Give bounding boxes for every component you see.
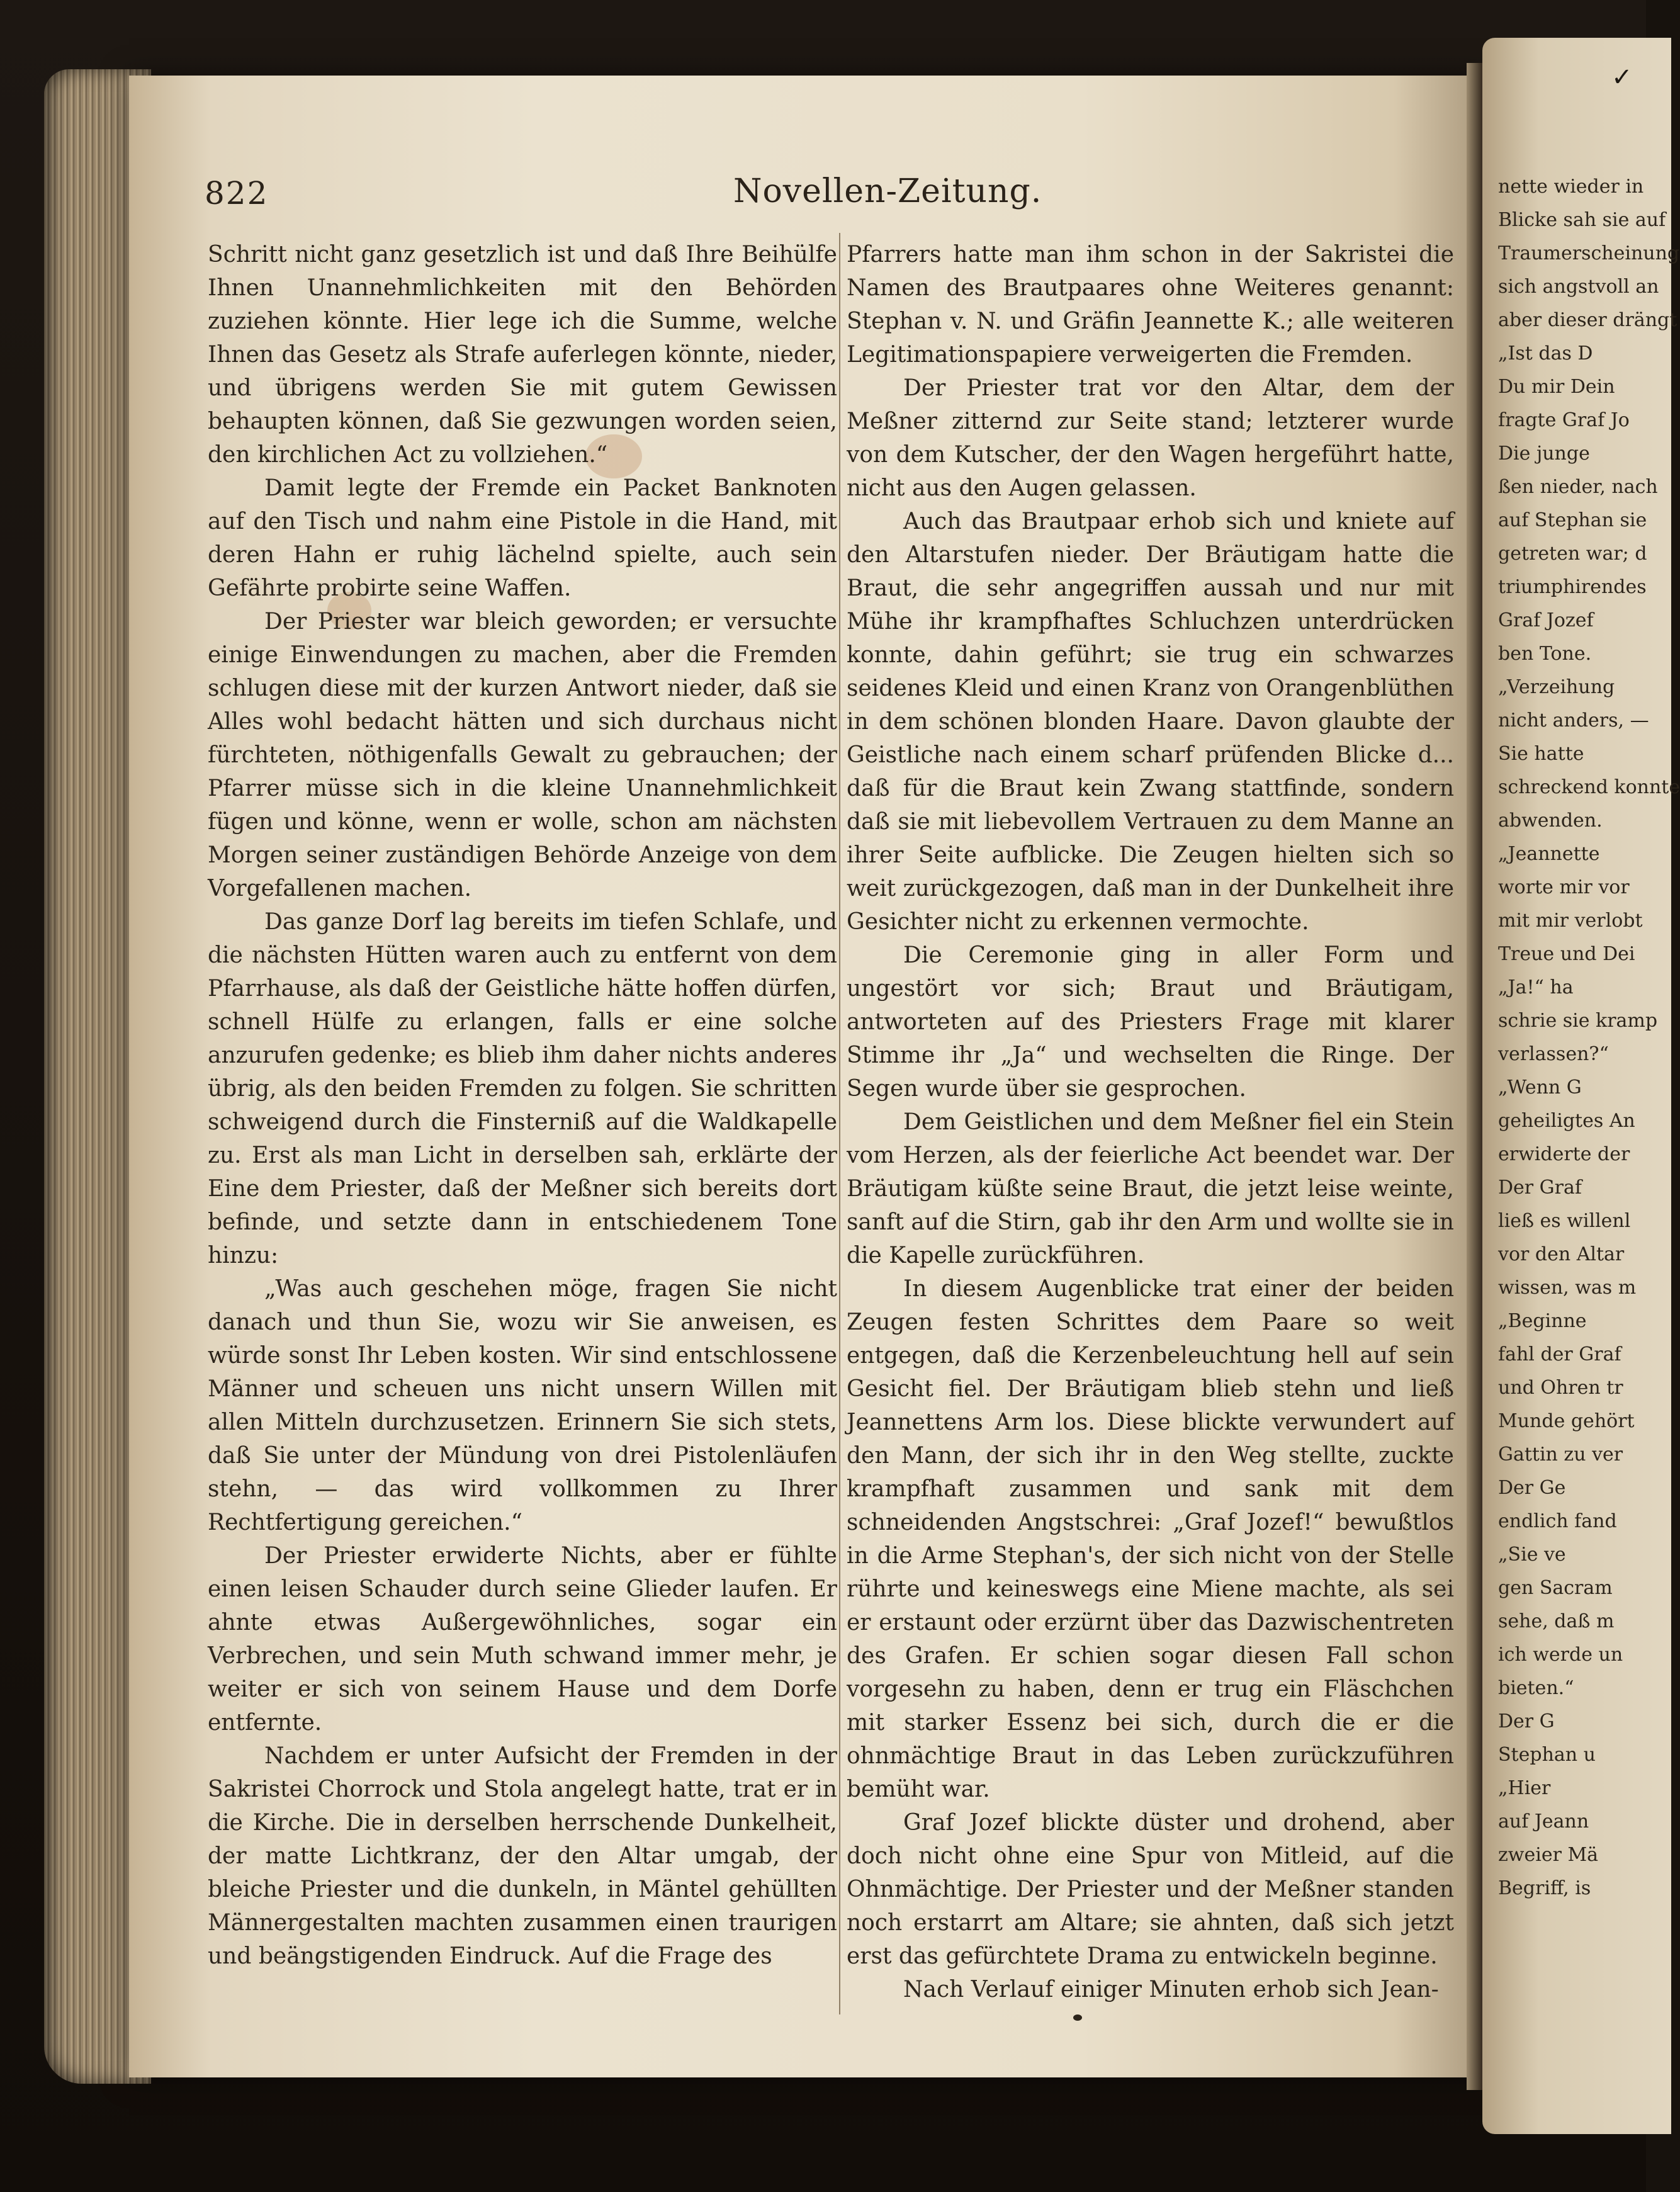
paragraph: Der Priester erwiderte Nichts, aber er fühlte einen leisen Schauder durch seine Glieder laufen. Er ahnte etwas Außergewöhnliches, sogar ein Verbrechen, und sein Muth schwand immer mehr, je weiter er sich von seinem Hause und dem Dorfe entfernte.: [208, 1543, 837, 1736]
facing-page-line: „Wenn G: [1498, 1076, 1582, 1099]
paragraph: „Was auch geschehen möge, fragen Sie nicht danach und thun Sie, wozu wir Sie anweisen, es würde sonst Ihr Leben kosten. Wir sind entschlossene Männer und scheuen uns nicht unsern Willen mit allen Mitteln durchzusetzen. Erinnern Sie sich stets, daß Sie unter der Mündung von drei Pistolenläufen stehn, — das wird vollkommen zu Ihrer Rechtfertigung gereichen.“: [208, 1276, 837, 1535]
facing-page-line: Sie hatte: [1498, 743, 1584, 765]
facing-page-line: Der G: [1498, 1710, 1555, 1732]
facing-page-line: „Verzeihung: [1498, 676, 1615, 698]
facing-page-line: worte mir vor: [1498, 876, 1630, 898]
ink-dot: [1073, 2014, 1082, 2021]
facing-page-line: ich werde un: [1498, 1644, 1623, 1666]
paragraph: Pfarrers hatte man ihm schon in der Sakristei die Namen des Brautpaares ohne Weiteres genannt: Stephan v. N. und Gräfin Jeannette K.; alle weiteren Legitimationspapiere verweigerten die Fremden.: [847, 242, 1454, 368]
facing-page-line: fragte Graf Jo: [1498, 409, 1630, 431]
facing-page-line: und Ohren tr: [1498, 1377, 1623, 1399]
facing-page-line: getreten war; d: [1498, 543, 1647, 565]
facing-page-line: auf Jeann: [1498, 1811, 1589, 1833]
page-number: 822: [205, 175, 269, 212]
facing-page-line: nette wieder in: [1498, 176, 1644, 198]
facing-page-line: schreckend konnte: [1498, 776, 1680, 798]
facing-page-line: schrie sie kramp: [1498, 1010, 1658, 1032]
paragraph: Auch das Brautpaar erhob sich und kniete auf den Altarstufen nieder. Der Bräutigam hatte die Braut, die sehr angegriffen aussah und nur mit Mühe ihr krampfhaftes Schluchzen unterdrücken konnte, dahin geführt; sie trug ein schwarzes seidenes Kleid und einen Kranz von Orangenblüthen in dem schönen blonden Haare. Davon glaubte der Geistliche nach einem scharf prüfenden Blicke d... daß für die Braut kein Zwang stattfinde, sondern daß sie mit liebevollem Vertrauen zu dem Manne an ihrer Seite aufblicke. Die Zeugen hielten sich so weit zurückgezogen, daß man in der Dunkelheit ihre Gesichter nicht zu erkennen vermochte.: [847, 509, 1454, 935]
paragraph: Dem Geistlichen und dem Meßner fiel ein Stein vom Herzen, als der feierliche Act beendet war. Der Bräutigam küßte seine Braut, die jetzt leise weinte, sanft auf die Stirn, gab ihr den Arm und wollte sie in die Kapelle zurückführen.: [847, 1109, 1454, 1268]
facing-page-line: verlassen?“: [1498, 1043, 1609, 1065]
paragraph: Graf Jozef blickte düster und drohend, aber doch nicht ohne eine Spur von Mitleid, auf die Ohnmächtige. Der Priester und der Meßner standen noch erstarrt am Altare; sie ahnten, daß sich jetzt erst das gefürchtete Drama zu entwickeln beginne.: [847, 1810, 1454, 1969]
facing-page-line: „Ist das D: [1498, 342, 1593, 364]
facing-page-line: Blicke sah sie auf: [1498, 209, 1666, 231]
facing-page-line: ließ es willenl: [1498, 1210, 1631, 1232]
facing-page-line: auf Stephan sie: [1498, 509, 1647, 531]
facing-page-line: wissen, was m: [1498, 1277, 1637, 1299]
facing-page-line: triumphirendes: [1498, 576, 1647, 598]
facing-page-line: „Beginne: [1498, 1310, 1587, 1332]
facing-page-line: sehe, daß m: [1498, 1610, 1615, 1632]
text-column-right: [847, 238, 1454, 2006]
facing-page-line: fahl der Graf: [1498, 1343, 1621, 1365]
facing-page-line: abwenden.: [1498, 810, 1603, 832]
facing-page-line: zweier Mä: [1498, 1844, 1599, 1866]
facing-page-line: „Sie ve: [1498, 1544, 1566, 1566]
facing-page-line: Du mir Dein: [1498, 376, 1615, 398]
paragraph: Schritt nicht ganz gesetzlich ist und daß Ihre Beihülfe Ihnen Unannehmlichkeiten mit den Behörden zuziehen könnte. Hier lege ich die Summe, welche Ihnen das Gesetz als Strafe auferlegen könnte, nieder, und übrigens werden Sie mit gutem Gewissen behaupten können, daß Sie gezwungen worden seien, den kirchlichen Act zu vollziehen.“: [208, 242, 837, 468]
paragraph: Damit legte der Fremde ein Packet Banknoten auf den Tisch und nahm eine Pistole in die Hand, mit deren Hahn er ruhig lächelnd spielte, auch sein Gefährte probirte seine Waffen.: [208, 475, 837, 601]
facing-page-line: bieten.“: [1498, 1677, 1574, 1699]
facing-page-line: vor den Altar: [1498, 1243, 1625, 1265]
facing-page-line: Graf Jozef: [1498, 609, 1594, 631]
facing-page-line: ßen nieder, nach: [1498, 476, 1658, 498]
facing-page-text: [1498, 170, 1680, 1905]
paragraph: In diesem Augenblicke trat einer der beiden Zeugen festen Schrittes dem Paare so weit entgegen, daß die Kerzenbeleuchtung hell auf sein Gesicht fiel. Der Bräutigam blieb stehn und ließ Jeannettens Arm los. Diese blickte verwundert auf den Mann, der sich ihr in den Weg stellte, zuckte krampfhaft zusammen und sank mit dem schneidenden Angstschrei: „Graf Jozef!“ bewußtlos in die Arme Stephan's, der sich nicht von der Stelle rührte und keineswegs eine Miene machte, als sei er erstaunt oder erzürnt über das Dazwischentreten des Grafen. Er schien sogar diesen Fall schon vorgesehn zu haben, denn er trug ein Fläschchen mit starker Essenz bei sich, durch die er die ohnmächtige Braut in das Leben zurückzuführen bemüht war.: [847, 1276, 1454, 1802]
running-head: Novellen-Zeitung.: [733, 172, 1042, 210]
facing-page-line: „Hier: [1498, 1777, 1551, 1799]
facing-page-line: Der Ge: [1498, 1477, 1566, 1499]
facing-page-line: Munde gehört: [1498, 1410, 1635, 1432]
ink-mark: ✓: [1611, 63, 1633, 92]
facing-page-line: endlich fand: [1498, 1510, 1617, 1532]
paragraph: Die Ceremonie ging in aller Form und ungestört vor sich; Braut und Bräutigam, antworteten auf des Priesters Frage mit klarer Stimme ihr „Ja“ und wechselten die Ringe. Der Segen wurde über sie gesprochen.: [847, 942, 1454, 1102]
facing-page-line: ben Tone.: [1498, 643, 1592, 665]
facing-page-line: Stephan u: [1498, 1744, 1596, 1766]
facing-page-line: „Ja!“ ha: [1498, 976, 1574, 998]
facing-page-line: Traumerscheinung: [1498, 242, 1680, 264]
paragraph: Das ganze Dorf lag bereits im tiefen Schlafe, und die nächsten Hütten waren auch zu entfernt von dem Pfarrhause, als daß der Geistliche hätte hoffen dürfen, schnell Hülfe zu erlangen, falls er eine solche anzurufen gedenke; es blieb ihm daher nichts anderes übrig, als den beiden Fremden zu folgen. Sie schritten schweigend durch die Finsterniß auf die Waldkapelle zu. Erst als man Licht in derselben sah, erklärte der Eine dem Priester, daß der Meßner sich bereits dort befinde, und setzte dann in entschiedenem Tone hinzu:: [208, 909, 837, 1268]
facing-page-line: mit mir verlobt: [1498, 910, 1643, 932]
facing-page-line: erwiderte der: [1498, 1143, 1630, 1165]
facing-page-line: Begriff, is: [1498, 1877, 1591, 1899]
facing-page-line: Der Graf: [1498, 1177, 1582, 1199]
facing-page-line: „Jeannette: [1498, 843, 1600, 865]
paragraph: Nach Verlauf einiger Minuten erhob sich Jean-: [903, 1977, 1439, 2003]
facing-page-line: Treue und Dei: [1498, 943, 1635, 965]
paragraph: Nachdem er unter Aufsicht der Fremden in der Sakristei Chorrock und Stola angelegt hatte, trat er in die Kirche. Die in derselben herrschende Dunkelheit, der matte Lichtkranz, der den Altar umgab, der bleiche Priester und die dunkeln, in Mäntel gehüllten Männergestalten machten zusammen einen traurigen und beängstigenden Eindruck. Auf die Frage des: [208, 1743, 837, 1969]
text-column-left: [208, 238, 837, 1973]
facing-page-line: Die junge: [1498, 443, 1590, 465]
facing-page-line: aber dieser drängt: [1498, 309, 1677, 331]
paragraph: Der Priester war bleich geworden; er versuchte einige Einwendungen zu machen, aber die Fremden schlugen diese mit der kurzen Antwort nieder, daß sie Alles wohl bedacht hätten und sich durchaus nicht fürchteten, nöthigenfalls Gewalt zu gebrauchen; der Pfarrer müsse sich in die kleine Unannehmlichkeit fügen und könne, wenn er wolle, schon am nächsten Morgen seiner zuständigen Behörde Anzeige von dem Vorgefallenen machen.: [208, 609, 837, 901]
facing-page-line: sich angstvoll an: [1498, 276, 1659, 298]
facing-page-line: Gattin zu ver: [1498, 1443, 1623, 1466]
column-divider: [839, 233, 840, 2014]
facing-page-line: nicht anders, —: [1498, 709, 1649, 732]
paragraph: Der Priester trat vor den Altar, dem der Meßner zitternd zur Seite stand; letzterer wurde von dem Kutscher, der den Wagen hergeführt hatte, nicht aus den Augen gelassen.: [847, 375, 1454, 501]
facing-page-line: geheiligtes An: [1498, 1110, 1635, 1132]
facing-page-line: gen Sacram: [1498, 1577, 1613, 1599]
